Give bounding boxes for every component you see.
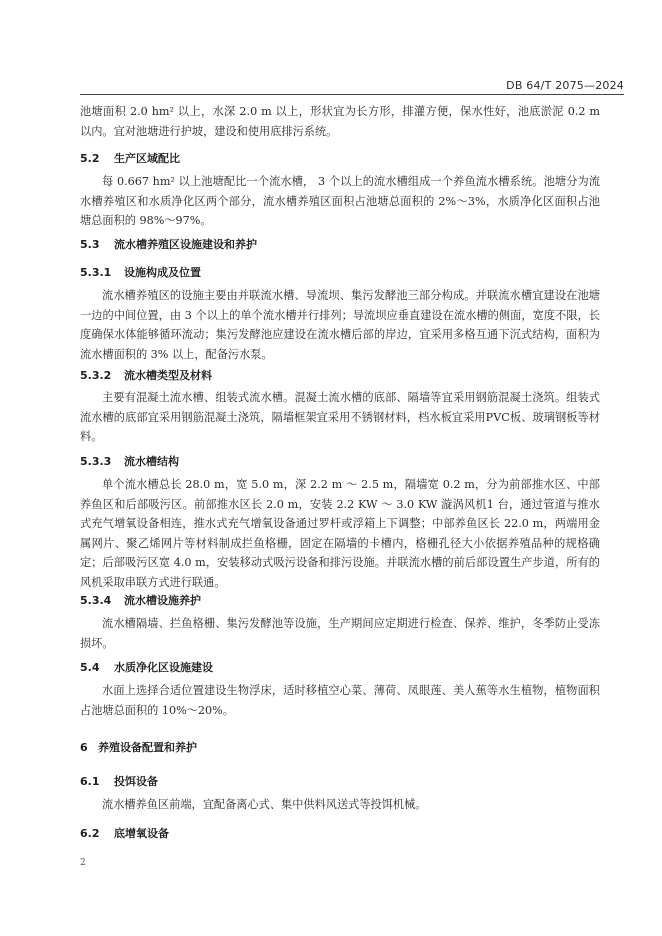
- section-number: 5.3.1: [80, 266, 112, 279]
- section-heading-5-4: [80, 659, 213, 675]
- section-title: 水质净化区设施建设: [114, 661, 213, 674]
- header-rule: [80, 94, 624, 95]
- section-number: 5.2: [80, 152, 100, 165]
- section-heading-5-2: [80, 150, 180, 166]
- section-heading-6-2: [80, 825, 169, 841]
- section-heading-5-3-1: [80, 264, 201, 280]
- section-title: 流水槽设施养护: [124, 594, 201, 607]
- paragraph-5-3-3: 单个流水槽总长 28.0 m，宽 5.0 m，深 2.2 m ～ 2.5 m，隔墙宽 0.2 m，分为前部推水区、中部养鱼区和后部吸污区。前部推水区长 2.0 m，安装 2.2 KW ～ 3.0 KW 漩涡风机1 台，通过管道与推水式充气增氧设备相连，推水式充气增氧设备通过罗杆或浮箱上下调整；中部养鱼区长 22.0 m，两端用金属网片、聚乙烯网片等材料制成拦鱼格栅，固定在隔墙的卡槽内，格栅孔径大小依据养殖品种的规格确定；后部吸污区宽 4.0 m，安装移动式吸污设备和排污设施。并联流水槽的前后部设置生产步道，所有的风机采取串联方式进行联通。: [80, 478, 600, 589]
- paragraph-5-4: 水面上选择合适位置建设生物浮床，适时移植空心菜、薄荷、凤眼莲、美人蕉等水生植物，植物面积占池塘总面积的 10%～20%。: [80, 684, 600, 717]
- paragraph-5-2: 每 0.667 hm² 以上池塘配比一个流水槽， 3 个以上的流水槽组成一个养鱼流水槽系统。池塘分为流水槽养殖区和水质净化区两个部分，流水槽养殖区面积占池塘总面积的 2%～3%，水质净化区面积占池塘总面积的 98%～97%。: [80, 175, 600, 227]
- paragraph-5-3-2: 主要有混凝土流水槽、组装式流水槽。混凝土流水槽的底部、隔墙等宜采用钢筋混凝土浇筑。组装式流水槽的底部宜采用钢筋混凝土浇筑，隔墙框架宜采用不锈钢材料，档水板宜采用PVC板、玻璃钢板等材料。: [80, 391, 600, 443]
- paragraph-pond-requirements: 池塘面积 2.0 hm² 以上，水深 2.0 m 以上，形状宜为长方形，排灌方便，保水性好，池底淤泥 0.2 m 以内。宜对池塘进行护坡，建设和使用底排污系统。: [80, 105, 600, 138]
- section-number: 6.1: [80, 775, 100, 788]
- section-heading-5-3-2: [80, 367, 212, 383]
- section-number: 5.4: [80, 661, 100, 674]
- section-heading-6-1: [80, 773, 158, 789]
- section-number: 5.3.4: [80, 594, 112, 607]
- section-heading-5-3-3: [80, 453, 179, 469]
- section-number: 5.3.2: [80, 369, 112, 382]
- paragraph-5-3-1: 流水槽养殖区的设施主要由并联流水槽、导流坝、集污发酵池三部分构成。并联流水槽宜建设在池塘一边的中间位置，由 3 个以上的单个流水槽并行排列；导流坝应垂直建设在流水槽的侧面，宽度不限，长度确保水体能够循环流动；集污发酵池应建设在流水槽后部的岸边，宜采用多格互通下沉式结构，面积为流水槽面积的 3% 以上，配备污水泵。: [80, 289, 600, 361]
- section-title: 流水槽结构: [124, 455, 179, 468]
- section-number: 5.3.3: [80, 455, 112, 468]
- section-title: 流水槽养殖区设施建设和养护: [114, 238, 257, 251]
- paragraph-5-3-4: 流水槽隔墙、拦鱼格栅、集污发酵池等设施，生产期间应定期进行检查、保养、维护，冬季防止受冻损坏。: [80, 617, 600, 650]
- section-number: 5.3: [80, 238, 100, 251]
- section-title: 流水槽类型及材料: [124, 369, 212, 382]
- section-title: 底增氧设备: [114, 827, 169, 840]
- section-title: 生产区域配比: [114, 152, 180, 165]
- section-number: 6.2: [80, 827, 100, 840]
- paragraph-6-1: 流水槽养鱼区前端，宜配备离心式、集中供料风送式等投饵机械。: [102, 798, 427, 811]
- section-title: 投饵设备: [114, 775, 158, 788]
- section-heading-5-3: [80, 236, 257, 252]
- page-number: 2: [80, 858, 86, 868]
- section-title: 养殖设备配置和养护: [98, 741, 197, 754]
- section-heading-5-3-4: [80, 592, 201, 608]
- standard-code: DB 64/T 2075—2024: [506, 79, 624, 92]
- section-title: 设施构成及位置: [124, 266, 201, 279]
- section-number: 6: [80, 741, 88, 754]
- section-heading-6: [80, 739, 197, 755]
